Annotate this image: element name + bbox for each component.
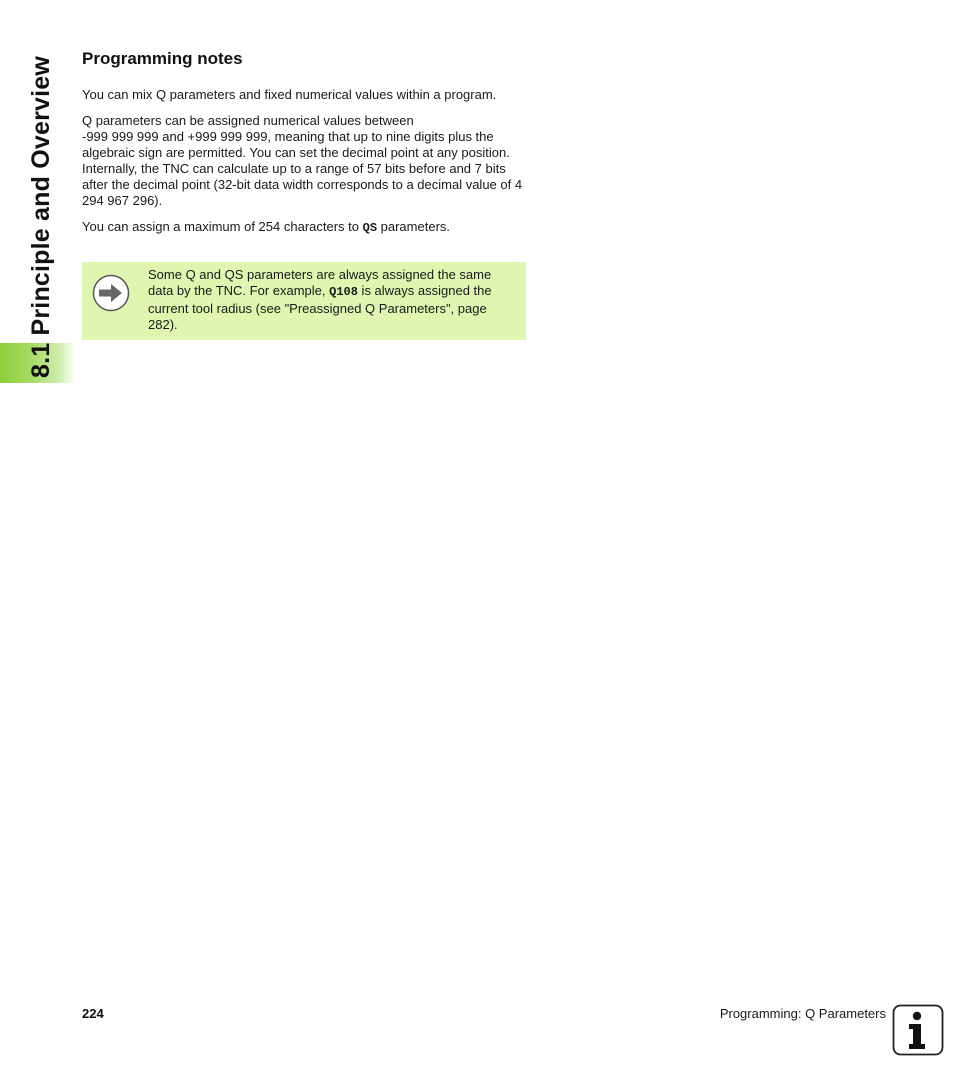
main-content — [82, 48, 526, 246]
note-text-before: Some Q and QS parameters are always assigned the same data by the TNC. For example, — [148, 267, 492, 299]
paragraph-value-range-line-1: Q parameters can be assigned numerical values between — [82, 113, 414, 128]
paragraph-value-range-rest: -999 999 999 and +999 999 999, meaning that up to nine digits plus the algebraic sign are permitted. You can set the decimal point at any position. Internally, the TNC can calculate up to a range of 57 bits before and 7 bits after the decimal point (32-bit data width corresponds to a decimal value of 4 294 967 296). — [82, 129, 523, 208]
note-box — [82, 262, 526, 340]
page-number: 224 — [82, 1006, 104, 1021]
paragraph-value-range — [82, 113, 526, 209]
paragraph-qs-text-after: parameters. — [377, 219, 451, 234]
q108-code: Q108 — [329, 285, 358, 300]
paragraph-mixing: You can mix Q parameters and fixed numerical values within a program. — [82, 87, 497, 102]
footer-chapter-title: Programming: Q Parameters — [719, 1006, 886, 1021]
section-heading: Programming notes — [82, 49, 243, 68]
arrow-right-icon — [92, 274, 130, 312]
chapter-section-title: 8.1 Principle and Overview — [27, 55, 55, 378]
paragraph-qs-text-before: You can assign a maximum of 254 characters to — [82, 219, 363, 234]
note-text — [148, 267, 508, 333]
info-icon — [892, 1004, 944, 1056]
qs-code: QS — [362, 221, 378, 235]
note-text-after: is always assigned the current tool radius (see "Preassigned Q Parameters", page 282). — [148, 283, 492, 332]
paragraph-qs-length — [82, 219, 526, 236]
